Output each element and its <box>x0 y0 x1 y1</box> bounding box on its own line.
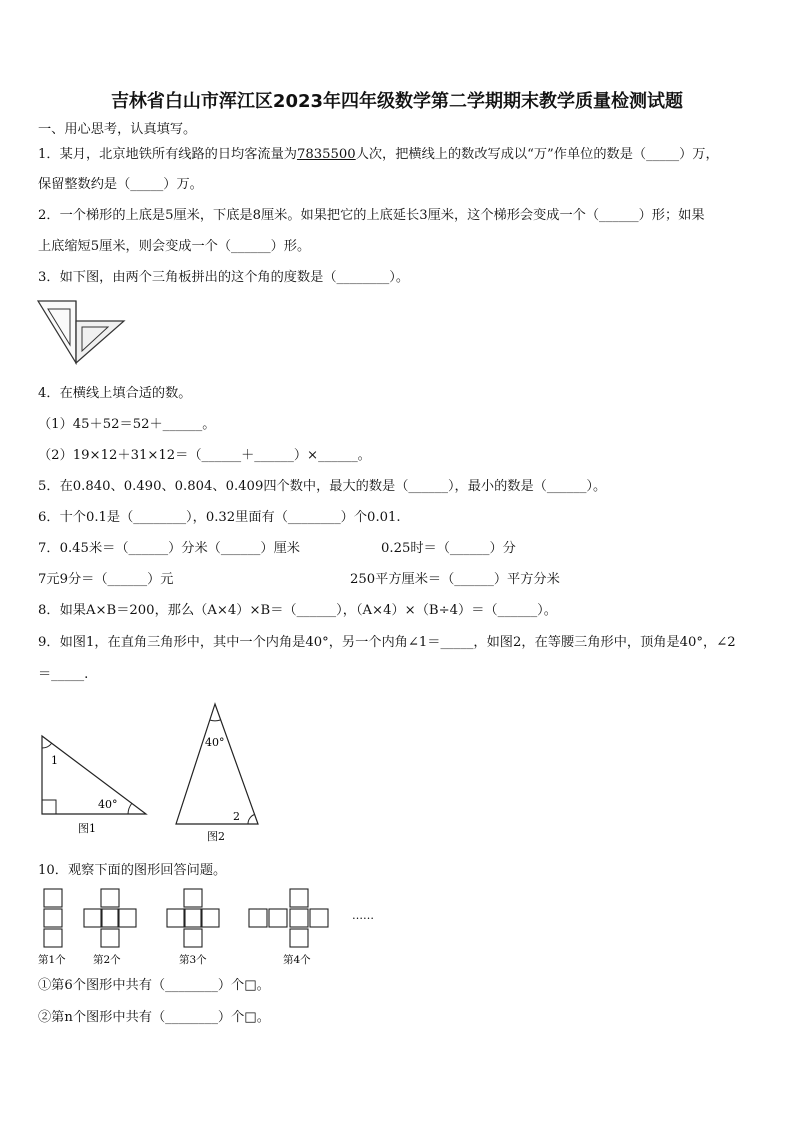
pattern-ellipsis: …… <box>352 909 374 922</box>
angle-2-arc <box>248 815 255 825</box>
pattern-label-3: 第3个 <box>179 954 207 966</box>
pattern-figure-2 <box>84 889 136 947</box>
question-7c: 7元9分＝（______）元 <box>38 572 174 587</box>
question-10-sub1: ①第6个图形中共有（________）个□。 <box>38 978 270 993</box>
apex-angle-arc <box>210 720 221 721</box>
question-2-line1: 2．一个梯形的上底是5厘米，下底是8厘米。如果把它的上底延长3厘米，这个梯形会变成一个（______）形；如果 <box>38 208 705 223</box>
pattern-figure-3 <box>167 889 219 947</box>
angle-40-label: 40° <box>98 798 118 811</box>
question-10-stem: 10．观察下面的图形回答问题。 <box>38 863 227 878</box>
angle-1-label: 1 <box>51 754 58 767</box>
pattern-figures <box>36 885 396 969</box>
pattern-label-2: 第2个 <box>93 954 121 966</box>
section-heading: 一、用心思考，认真填写。 <box>38 122 197 137</box>
question-1-line2: 保留整数约是（_____）万。 <box>38 177 203 192</box>
question-4-part2: （2）19×12＋31×12＝（______＋______）×______。 <box>38 448 371 463</box>
question-7a: 7．0.45米＝（______）分米（______）厘米 <box>38 541 300 556</box>
q1-post: 人次，把横线上的数改写成以“万”作单位的数是（_____）万， <box>355 147 719 162</box>
question-10-sub2: ②第n个图形中共有（________）个□。 <box>38 1010 270 1025</box>
question-9-line1: 9．如图1，在直角三角形中，其中一个内角是40°，另一个内角∠1＝_____，如图2，在等腰三角形中，顶角是40°，∠2 <box>38 635 736 650</box>
angle-1-arc <box>42 744 52 749</box>
pattern-figure-1 <box>44 889 62 947</box>
question-1-line1 <box>38 147 719 163</box>
question-3: 3．如下图，由两个三角板拼出的这个角的度数是（________）。 <box>38 270 410 285</box>
question-7b: 0.25时＝（______）分 <box>381 541 516 556</box>
figure-2-isosceles-triangle <box>170 700 265 846</box>
isosceles-triangle <box>176 704 258 824</box>
set-square-figure <box>36 299 128 369</box>
figure-1-right-triangle <box>36 730 156 838</box>
pattern-figure-4 <box>249 889 328 947</box>
figure-1-caption: 图1 <box>78 822 96 835</box>
question-2-line2: 上底缩短5厘米，则会变成一个（______）形。 <box>38 239 311 254</box>
q1-pre: 1．某月，北京地铁所有线路的日均客流量为 <box>38 147 297 162</box>
pattern-label-1: 第1个 <box>38 954 66 966</box>
pattern-label-4: 第4个 <box>283 954 311 966</box>
page-title: 吉林省白山市浑江区2023年四年级数学第二学期期末教学质量检测试题 <box>110 91 684 112</box>
question-5: 5．在0.840、0.490、0.804、0.409四个数中，最大的数是（______），最小的数是（______）。 <box>38 479 607 494</box>
angle-40-arc <box>128 804 132 815</box>
question-9-line2: ＝_____. <box>38 667 89 682</box>
question-4-stem: 4．在横线上填合适的数。 <box>38 386 192 401</box>
apex-angle-label: 40° <box>205 736 225 749</box>
question-7d: 250平方厘米＝（______）平方分米 <box>350 572 560 587</box>
question-6: 6．十个0.1是（________），0.32里面有（________）个0.01. <box>38 510 401 525</box>
q1-number: 7835500 <box>296 147 356 162</box>
right-angle-mark <box>42 800 56 814</box>
figure-2-caption: 图2 <box>207 830 225 843</box>
question-4-part1: （1）45＋52＝52＋______。 <box>38 417 216 432</box>
angle-2-label: 2 <box>233 810 240 823</box>
question-8: 8．如果A×B＝200，那么（A×4）×B＝（______），（A×4）×（B÷4）＝（______）。 <box>38 603 557 618</box>
right-triangle <box>42 736 146 814</box>
